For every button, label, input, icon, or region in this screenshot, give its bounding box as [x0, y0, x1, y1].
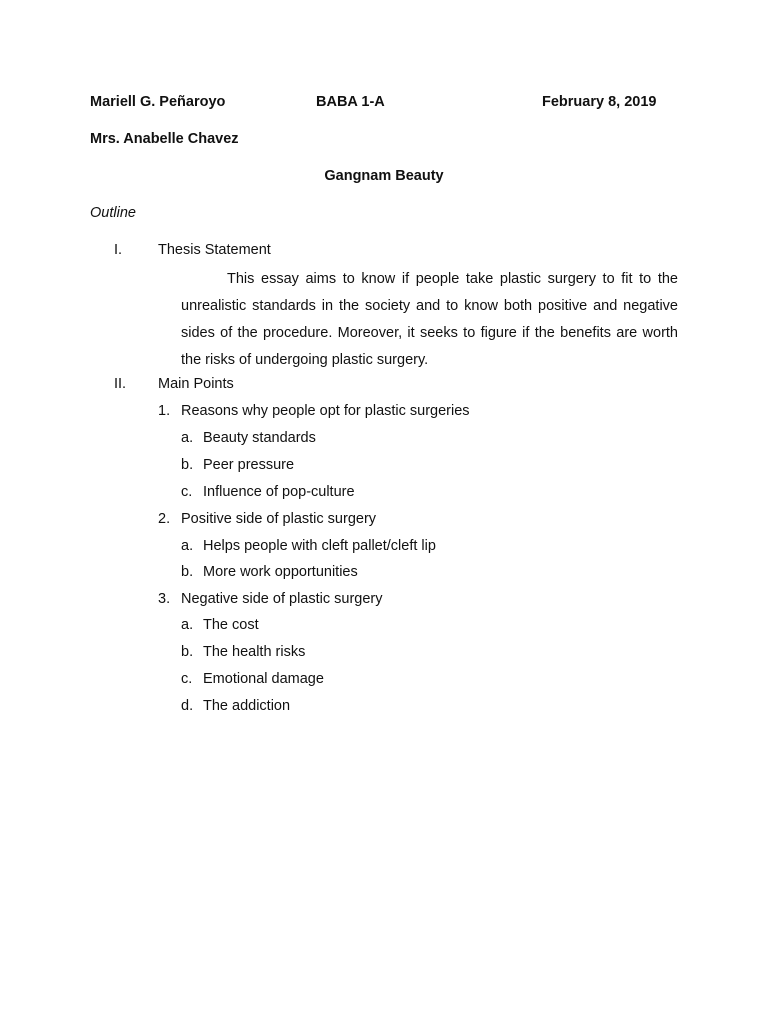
point-1c-letter: c.: [181, 484, 193, 500]
point-3b-text: The health risks: [203, 644, 306, 660]
point-3-number: 3.: [158, 591, 171, 607]
outline-numeral-2: II.: [114, 376, 127, 392]
point-1-number: 1.: [158, 403, 171, 419]
outline-label: Outline: [90, 205, 136, 221]
point-3b-letter: b.: [181, 644, 194, 660]
course-section: BABA 1-A: [316, 94, 385, 110]
author-name: Mariell G. Peñaroyo: [90, 94, 226, 110]
point-2a-letter: a.: [181, 538, 194, 554]
point-1b-letter: b.: [181, 457, 194, 473]
thesis-paragraph: [181, 266, 678, 374]
point-1c-text: Influence of pop-culture: [203, 484, 355, 500]
main-points-heading: Main Points: [158, 376, 234, 392]
thesis-heading: Thesis Statement: [158, 242, 271, 258]
point-2b-letter: b.: [181, 564, 194, 580]
point-2a-text: Helps people with cleft pallet/cleft lip: [203, 538, 436, 554]
point-3a-letter: a.: [181, 617, 194, 633]
point-1a-letter: a.: [181, 430, 194, 446]
point-3d-text: The addiction: [203, 698, 291, 714]
point-2b-text: More work opportunities: [203, 564, 358, 580]
thesis-text: This essay aims to know if people take plastic surgery to fit to the unrealistic standards in the society and to know both positive and negative sides of the procedure. Moreover, it seeks to figure if the benefits are worth the risks of undergoing plastic surgery.: [181, 271, 678, 368]
document-title: Gangnam Beauty: [324, 168, 444, 184]
submission-date: February 8, 2019: [542, 94, 657, 110]
point-2-number: 2.: [158, 511, 171, 527]
point-3-label: Negative side of plastic surgery: [181, 591, 383, 607]
point-3c-letter: c.: [181, 671, 193, 687]
point-1a-text: Beauty standards: [203, 430, 316, 446]
point-1-label: Reasons why people opt for plastic surgeries: [181, 403, 470, 419]
point-3c-text: Emotional damage: [203, 671, 324, 687]
point-2-label: Positive side of plastic surgery: [181, 511, 377, 527]
outline-numeral-1: I.: [114, 242, 123, 258]
point-3a-text: The cost: [203, 617, 259, 633]
instructor-name: Mrs. Anabelle Chavez: [90, 131, 239, 147]
point-3d-letter: d.: [181, 698, 194, 714]
point-1b-text: Peer pressure: [203, 457, 295, 473]
